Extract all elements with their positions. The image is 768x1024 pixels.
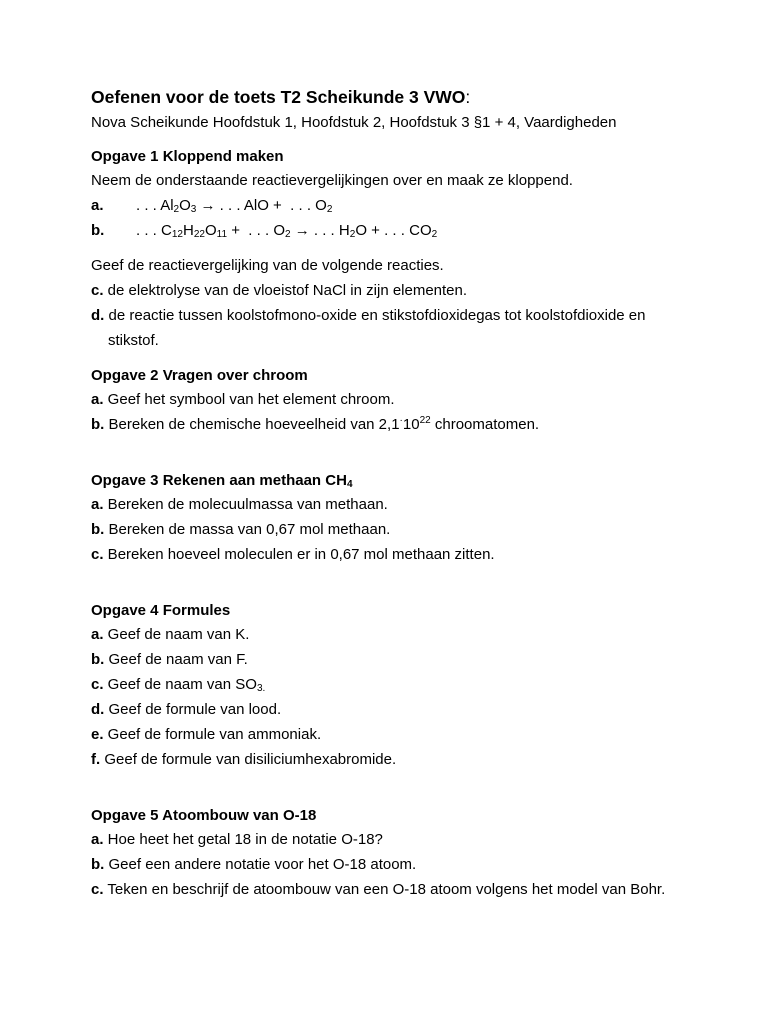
opgave-3-heading: Opgave 3 Rekenen aan methaan $CH_4$ xyxy=(91,472,353,490)
opgave-1-intro: Neem de onderstaande reactievergelijkingen over en maak ze kloppend. xyxy=(91,172,573,189)
opgave-5-question-c: c. Teken en beschrijf de atoombouw van een O-18 atoom volgens het model van Bohr. xyxy=(91,881,666,898)
title-text: Oefenen voor de toets T2 Scheikunde 3 VWO xyxy=(91,87,466,107)
opgave-4-question-d: d. Geef de formule van lood. xyxy=(91,701,282,718)
equation-a xyxy=(91,193,691,218)
opgave-1-intro-2: Geef de reactievergelijking van de volgende reacties. xyxy=(91,257,444,274)
opgave-1-question-c: c. de elektrolyse van de vloeistof NaCl in zijn elementen. xyxy=(91,282,468,299)
reaction-arrow-icon: → xyxy=(294,222,310,239)
document-subtitle: Nova Scheikunde Hoofdstuk 1, Hoofdstuk 2, Hoofdstuk 3 §1 + 4, Vaardigheden xyxy=(91,114,617,131)
opgave-5-heading: Opgave 5 Atoombouw van O-18 xyxy=(91,807,317,824)
opgave-2-question-b: b. Bereken de chemische hoeveelheid van $2,1^\cdot 10^{22}$ chroomatomen. xyxy=(91,415,540,433)
opgave-1 xyxy=(91,146,691,353)
opgave-2 xyxy=(91,365,691,437)
opgave-3-question-a: a. Bereken de molecuulmassa van methaan. xyxy=(91,496,388,513)
opgave-5-question-a: a. Hoe heet het getal 18 in de notatie O-18? xyxy=(91,831,383,848)
opgave-4 xyxy=(91,600,691,772)
equation-b-body: . . . $C_{12}H_{22}O_{11}$ + . . . $O_2$ → . . . $H_2O$ + . . . $CO_2$ xyxy=(136,222,438,240)
opgave-1-heading: Opgave 1 Kloppend maken xyxy=(91,148,284,165)
document-page xyxy=(91,86,691,902)
opgave-1-question-d: d. de reactie tussen koolstofmono-oxide en stikstofdioxidegas tot koolstofdioxide en stikstof. xyxy=(91,307,646,349)
opgave-3 xyxy=(91,470,691,567)
opgave-2-question-a: a. Geef het symbool van het element chroom. xyxy=(91,391,395,408)
equation-b-label: b. xyxy=(91,222,105,239)
reaction-arrow-icon: → xyxy=(200,197,216,214)
opgave-3-question-b: b. Bereken de massa van 0,67 mol methaan. xyxy=(91,521,391,538)
opgave-4-question-a: a. Geef de naam van K. xyxy=(91,626,250,643)
opgave-5 xyxy=(91,805,691,902)
opgave-4-question-b: b. Geef de naam van F. xyxy=(91,651,248,668)
opgave-5-question-b: b. Geef een andere notatie voor het O-18 atoom. xyxy=(91,856,417,873)
equation-a-body: . . . $Al_2O_3$ → . . . AlO + . . . $O_2$ xyxy=(136,197,333,215)
opgave-2-heading: Opgave 2 Vragen over chroom xyxy=(91,367,308,384)
opgave-3-question-c: c. Bereken hoeveel moleculen er in 0,67 mol methaan zitten. xyxy=(91,546,495,563)
document-title xyxy=(91,86,691,108)
opgave-4-question-e: e. Geef de formule van ammoniak. xyxy=(91,726,322,743)
title-colon: : xyxy=(465,87,471,107)
equation-a-label: a. xyxy=(91,197,104,214)
equation-b xyxy=(91,218,691,243)
opgave-4-question-f: f. Geef de formule van disiliciumhexabromide. xyxy=(91,751,397,768)
opgave-4-question-c: c. Geef de naam van $SO_{3.}$ xyxy=(91,676,266,694)
opgave-4-heading: Opgave 4 Formules xyxy=(91,602,231,619)
